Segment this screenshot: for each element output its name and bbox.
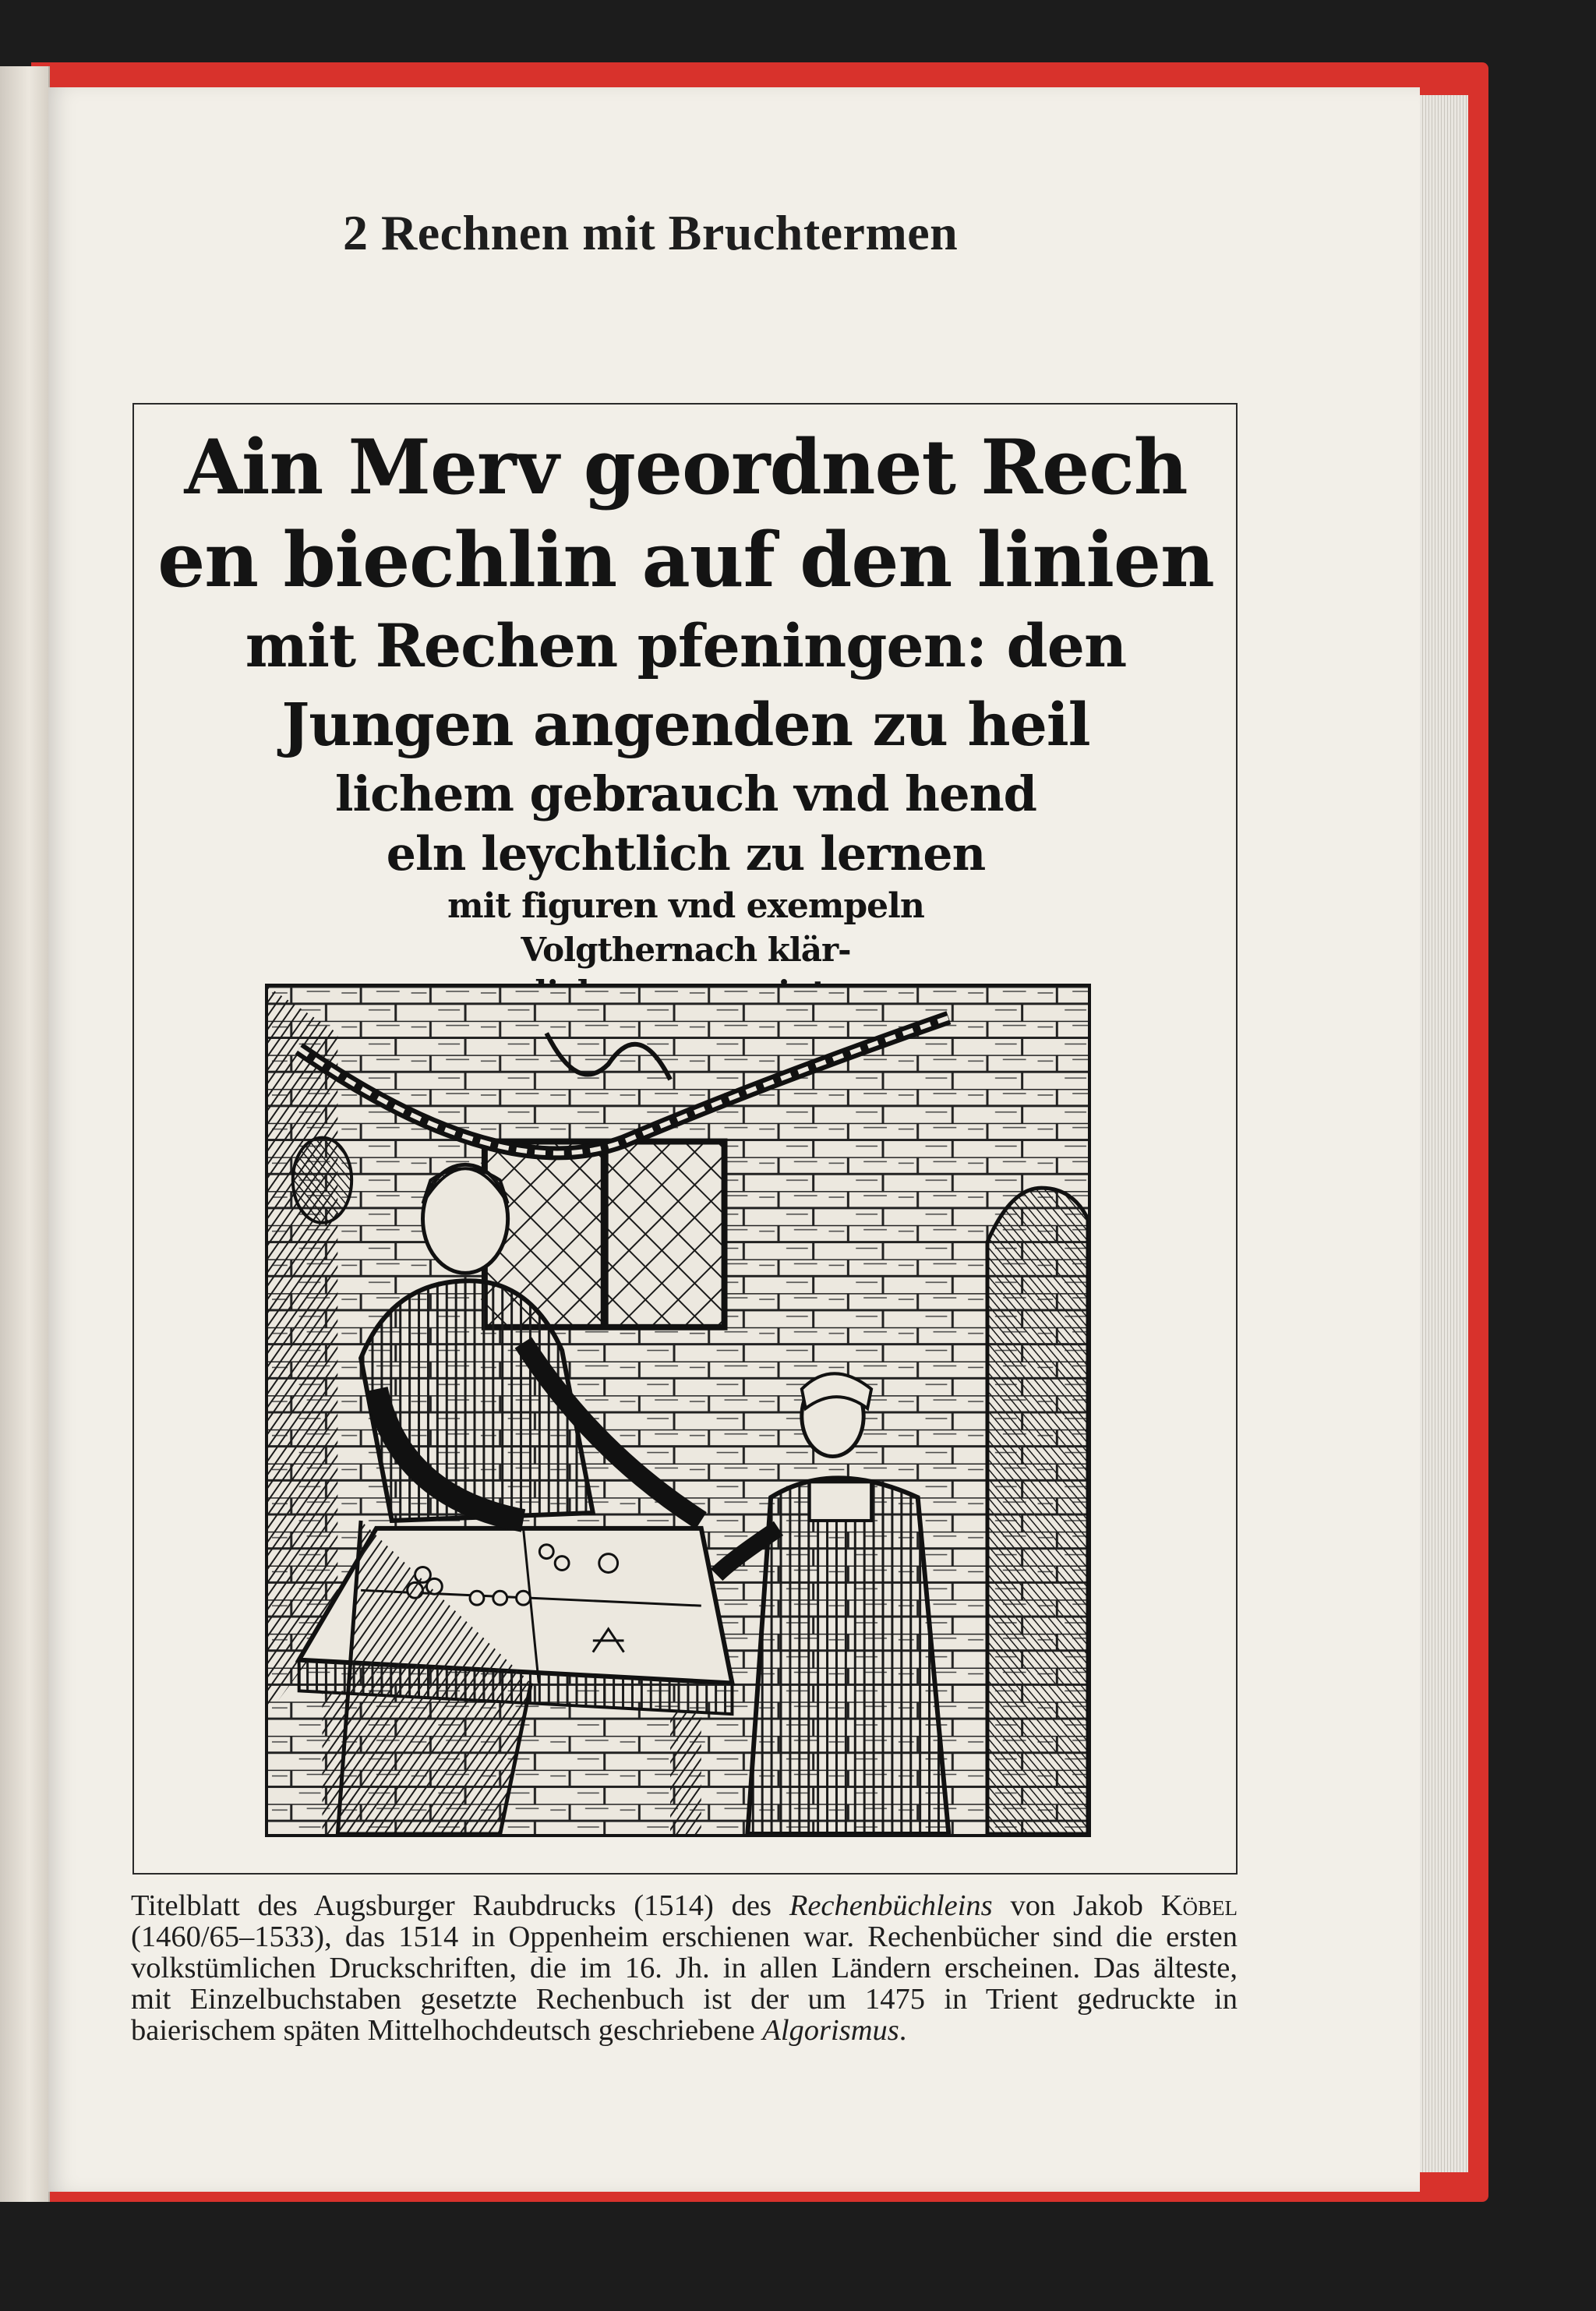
chapter-title: 2 Rechnen mit Bruchtermen	[343, 205, 959, 260]
woodcut-illustration	[265, 984, 1091, 1837]
title-line-4: Jungen angenden zu heil	[281, 690, 1090, 759]
caption-book-title: Rechenbüchleins	[789, 1889, 993, 1922]
title-line-6: eln leychtlich zu lernen	[386, 827, 986, 882]
caption-line-3: volkstümlichen Druckschriften, die im 16. Jh. in allen Ländern erscheinen. Das älteste,	[131, 1952, 1238, 1984]
title-line-7: mit figuren vnd exempeln	[447, 886, 924, 926]
caption-line-2: (1460/65–1533), das 1514 in Oppenheim erschienen war. Rechenbücher sind die ersten	[131, 1921, 1238, 1953]
title-line-1: Ain Merv geordnet Rech	[184, 423, 1188, 511]
page-stack-edge	[1417, 95, 1468, 2172]
caption-text: Titelblatt des Augsburger Raubdrucks (1514) des	[131, 1889, 789, 1922]
caption-author: Köbel	[1160, 1889, 1238, 1922]
caption-algorismus-title: Algorismus	[762, 2014, 899, 2047]
title-line-5: lichem gebrauch vnd hend	[334, 765, 1037, 822]
caption-line-5	[131, 2015, 1238, 2046]
caption-text: baierischem späten Mittelhochdeutsch geschriebene	[131, 2014, 763, 2047]
title-page-text	[152, 421, 1220, 1015]
caption-text: .	[899, 2014, 907, 2047]
caption-line-4: mit Einzelbuchstaben gesetzte Rechenbuch ist der um 1475 in Trient gedruckte in	[131, 1983, 1238, 2016]
title-line-2: en biechlin auf den linien	[157, 516, 1214, 604]
caption-text: von Jakob	[992, 1889, 1161, 1922]
caption-line-1	[131, 1890, 1238, 1921]
woodcut-drawing	[268, 987, 1088, 1834]
title-line-8: Volgthernach klär-	[521, 931, 851, 969]
left-page-edge	[0, 66, 50, 2202]
title-line-3: mit Rechen pfeningen: den	[245, 611, 1127, 680]
figure-caption	[131, 1890, 1238, 2046]
